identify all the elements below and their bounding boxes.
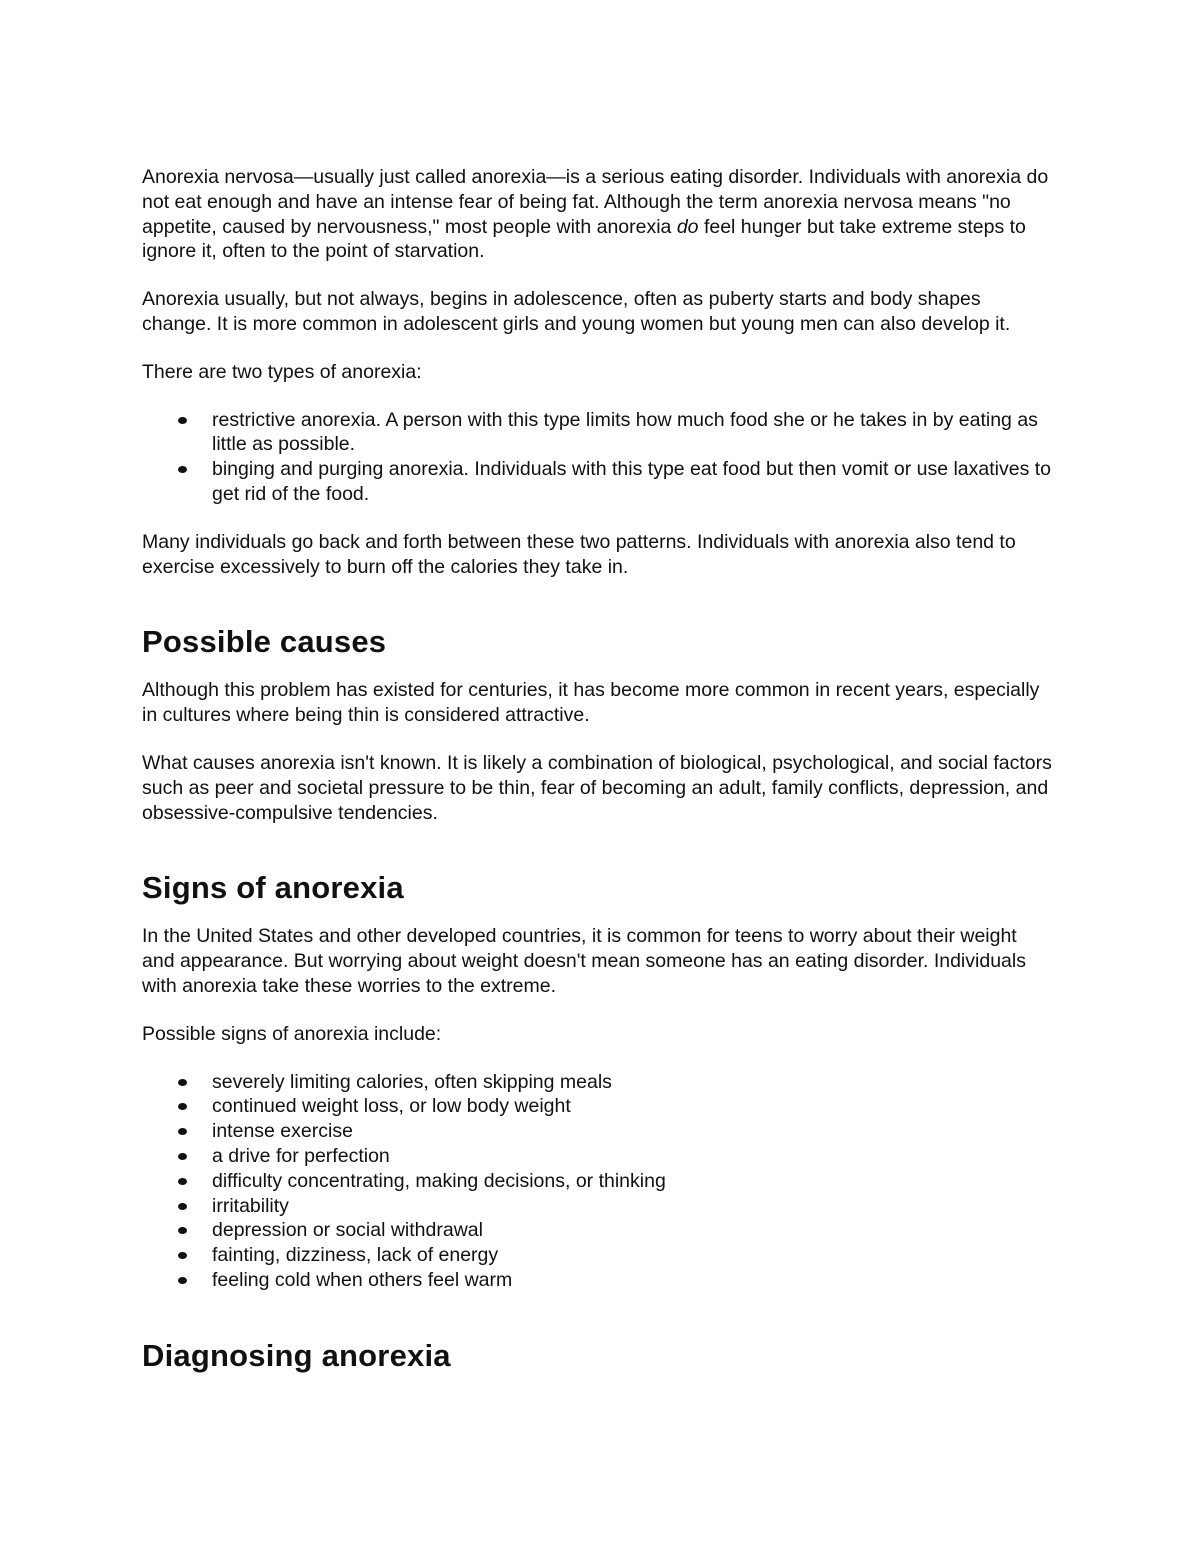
causes-paragraph-1: Although this problem has existed for centuries, it has become more common in recent years, especially in cultures where being thin is considered attractive. <box>142 679 1040 727</box>
signs-paragraph-2: Possible signs of anorexia include: <box>142 1022 442 1045</box>
list-item-text: feeling cold when others feel warm <box>212 1268 513 1291</box>
causes-paragraph-2: What causes anorexia isn't known. It is likely a combination of biological, psychological, and social factors such as peer and societal pressure to be thin, fear of becoming an adult, family conflicts, depression, and obsessive-compulsive tendencies. <box>142 751 1052 824</box>
list-item <box>142 457 1052 507</box>
list-item <box>142 1169 1052 1194</box>
section-heading-diagnosing: Diagnosing anorexia <box>142 1337 451 1373</box>
list-item-text: severely limiting calories, often skipping meals <box>212 1070 612 1093</box>
intro-text-b: feel hunger but take extreme steps to ignore it, often to the point of starvation. <box>142 215 1026 263</box>
list-item <box>142 1243 1052 1268</box>
list-item <box>142 1218 1052 1243</box>
bullet-icon <box>178 466 187 473</box>
intro-text-a: Anorexia nervosa—usually just called anorexia—is a serious eating disorder. Individuals with anorexia do not eat enough and have an intense fear of being fat. Although the term anorexia nervosa means "no appetite, caused by nervousness," most people with anorexia <box>142 166 1049 238</box>
intro-paragraph-3: There are two types of anorexia: <box>142 360 422 383</box>
list-item-text: fainting, dizziness, lack of energy <box>212 1244 499 1267</box>
signs-list <box>142 1070 1052 1293</box>
section-heading-causes: Possible causes <box>142 624 387 660</box>
list-item <box>142 1268 1052 1293</box>
anorexia-types-list <box>142 408 1052 507</box>
list-item <box>142 408 1052 458</box>
section-heading-signs: Signs of anorexia <box>142 870 404 906</box>
list-item-text: continued weight loss, or low body weight <box>212 1095 571 1118</box>
signs-paragraph-1: In the United States and other developed countries, it is common for teens to worry about their weight and appearance. But worrying about weight doesn't mean someone has an eating disorder. Individuals with anorexia take these worries to the extreme. <box>142 925 1026 997</box>
list-item <box>142 1094 1052 1119</box>
list-item-text: a drive for perfection <box>212 1144 390 1167</box>
bullet-icon <box>178 1227 187 1234</box>
bullet-icon <box>178 1277 187 1284</box>
list-item-text: restrictive anorexia. A person with this type limits how much food she or he takes in by eating as little as possible. <box>212 408 1038 456</box>
document-page <box>142 165 1052 1374</box>
list-item <box>142 1119 1052 1144</box>
list-item-text: difficulty concentrating, making decisions, or thinking <box>212 1169 666 1192</box>
list-item-text: depression or social withdrawal <box>212 1219 483 1242</box>
bullet-icon <box>178 1079 187 1086</box>
list-item <box>142 1070 1052 1095</box>
intro-paragraph-2: Anorexia usually, but not always, begins in adolescence, often as puberty starts and body shapes change. It is more common in adolescent girls and young women but young men can also develop it. <box>142 288 1011 335</box>
bullet-icon <box>178 1153 187 1160</box>
bullet-icon <box>178 1252 187 1259</box>
bullet-icon <box>178 417 187 424</box>
bullet-icon <box>178 1203 187 1210</box>
bullet-icon <box>178 1178 187 1185</box>
list-item-text: binging and purging anorexia. Individuals with this type eat food but then vomit or use laxatives to get rid of the food. <box>212 458 1052 505</box>
intro-emphasis: do <box>676 215 699 238</box>
intro-paragraph-1 <box>142 165 1052 264</box>
bullet-icon <box>178 1128 187 1135</box>
list-item <box>142 1144 1052 1169</box>
bullet-icon <box>178 1103 187 1110</box>
list-item-text: irritability <box>212 1194 289 1217</box>
intro-paragraph-4: Many individuals go back and forth between these two patterns. Individuals with anorexia also tend to exercise excessively to burn off the calories they take in. <box>142 530 1016 578</box>
list-item-text: intense exercise <box>212 1120 353 1143</box>
list-item <box>142 1194 1052 1219</box>
